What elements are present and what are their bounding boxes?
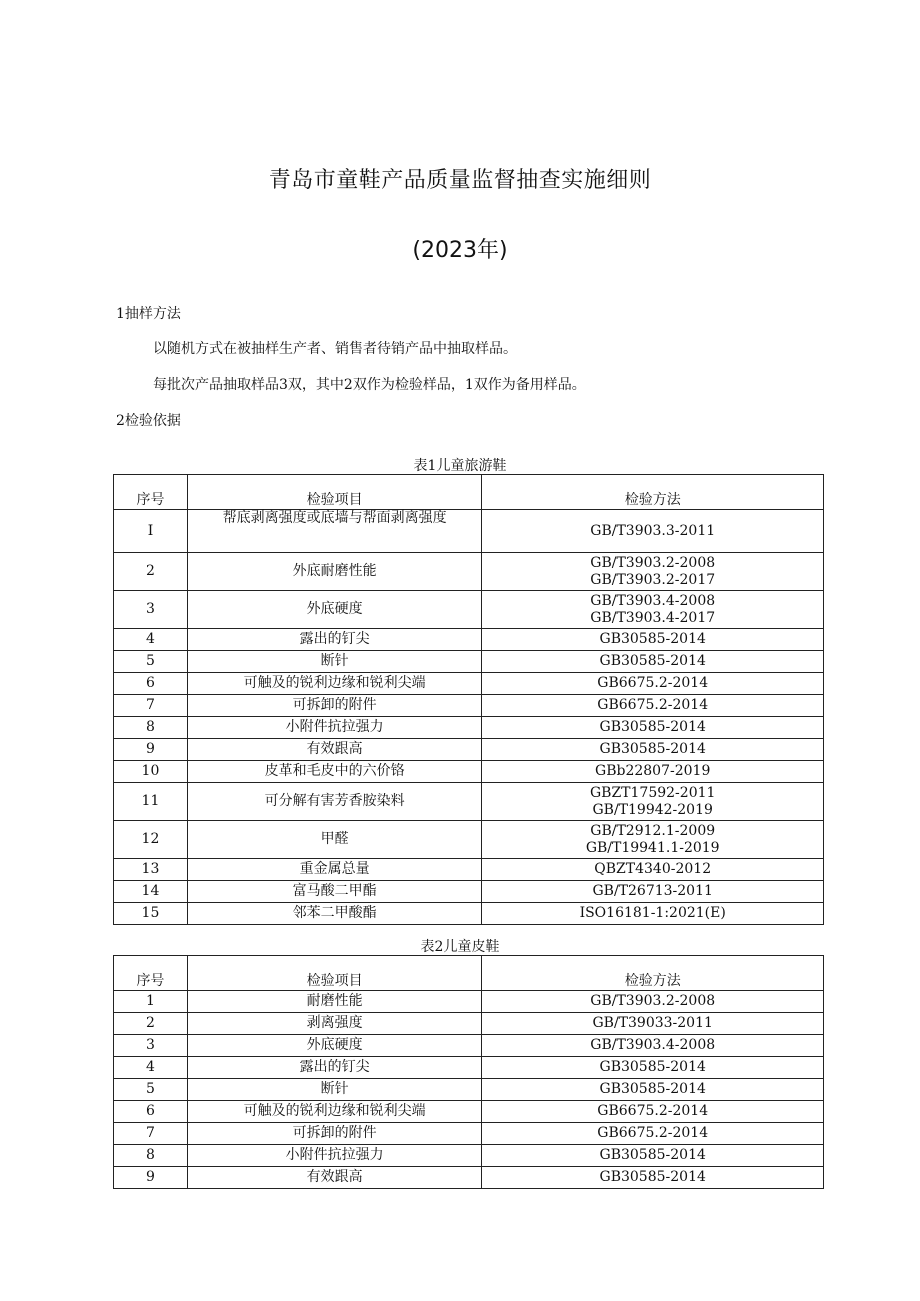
table-row xyxy=(114,761,824,783)
table-2 xyxy=(113,955,824,1189)
table-row xyxy=(114,717,824,739)
table-row xyxy=(114,1035,824,1057)
method-line: GB/T19941.1-2019 xyxy=(585,839,720,856)
row-item: 皮革和毛皮中的六价铬 xyxy=(187,761,482,783)
table-row xyxy=(114,695,824,717)
table-row xyxy=(114,673,824,695)
method-line: GB6675.2-2014 xyxy=(597,697,709,713)
table-row xyxy=(114,553,824,591)
row-number: 3 xyxy=(114,1035,188,1057)
row-item: 帮底剥离强度或底墙与帮面剥离强度 xyxy=(187,510,482,553)
table-row xyxy=(114,821,824,859)
method-line: GB/T26713-2011 xyxy=(592,883,713,899)
row-item: 断针 xyxy=(187,651,482,673)
section-2-heading: 2检验依据 xyxy=(116,413,181,429)
header-item: 检验项目 xyxy=(187,956,482,991)
method-line: GB/T3903.2-2008 xyxy=(590,993,716,1009)
method-line: GB6675.2-2014 xyxy=(597,675,709,691)
row-item: 小附件抗拉强力 xyxy=(187,717,482,739)
row-item: 甲醛 xyxy=(187,821,482,859)
row-item: 重金属总量 xyxy=(187,859,482,881)
table-row xyxy=(114,903,824,925)
row-method xyxy=(482,673,824,695)
method-line: GB/T39033-2011 xyxy=(592,1015,713,1031)
row-method xyxy=(482,881,824,903)
section-1-paragraph-2: 每批次产品抽取样品3双，其中2双作为检验样品，1双作为备用样品。 xyxy=(153,377,586,393)
method-line: GB6675.2-2014 xyxy=(597,1103,709,1119)
method-line: GBZT17592-2011 xyxy=(589,784,716,801)
table-row xyxy=(114,1013,824,1035)
row-item: 可触及的锐利边缘和锐利尖端 xyxy=(187,1101,482,1123)
table-row xyxy=(114,510,824,553)
row-number: 13 xyxy=(114,859,188,881)
header-method: 检验方法 xyxy=(482,475,824,510)
row-item: 有效跟高 xyxy=(187,1167,482,1189)
row-number: 15 xyxy=(114,903,188,925)
row-item: 可分解有害芳香胺染料 xyxy=(187,783,482,821)
row-method xyxy=(482,1123,824,1145)
row-method xyxy=(482,903,824,925)
row-method xyxy=(482,1167,824,1189)
row-item: 剥离强度 xyxy=(187,1013,482,1035)
method-line: GB/T3903.4-2017 xyxy=(590,609,716,626)
row-method xyxy=(482,991,824,1013)
row-number: 12 xyxy=(114,821,188,859)
row-number: 5 xyxy=(114,651,188,673)
table-row xyxy=(114,1167,824,1189)
row-method xyxy=(482,1101,824,1123)
method-line: GB30585-2014 xyxy=(599,653,706,669)
row-method xyxy=(482,1035,824,1057)
row-method xyxy=(482,1145,824,1167)
row-number: 8 xyxy=(114,717,188,739)
row-method xyxy=(482,761,824,783)
row-method xyxy=(482,783,824,821)
row-item: 外底硬度 xyxy=(187,591,482,629)
row-number: 10 xyxy=(114,761,188,783)
row-method xyxy=(482,651,824,673)
method-line: GB30585-2014 xyxy=(599,741,706,757)
row-method xyxy=(482,695,824,717)
table-row xyxy=(114,1123,824,1145)
table-row xyxy=(114,859,824,881)
row-method xyxy=(482,591,824,629)
section-1-paragraph-1: 以随机方式在被抽样生产者、销售者待销产品中抽取样品。 xyxy=(153,341,517,357)
table-row xyxy=(114,629,824,651)
row-method xyxy=(482,1057,824,1079)
method-line: GB/T3903.2-2017 xyxy=(590,571,716,588)
method-line: GB/T3903.2-2008 xyxy=(590,554,716,571)
section-1-heading: 1抽样方法 xyxy=(116,306,181,322)
row-number: 14 xyxy=(114,881,188,903)
row-method xyxy=(482,629,824,651)
method-line: GB/T3903.3-2011 xyxy=(590,522,716,539)
method-line: GB30585-2014 xyxy=(599,1059,706,1075)
method-line: GB/T3903.4-2008 xyxy=(590,592,716,609)
table-row xyxy=(114,991,824,1013)
document-year: (2023年) xyxy=(412,238,508,263)
row-item: 可触及的锐利边缘和锐利尖端 xyxy=(187,673,482,695)
row-method xyxy=(482,859,824,881)
table-row xyxy=(114,1101,824,1123)
table-row xyxy=(114,783,824,821)
row-number: 1 xyxy=(114,991,188,1013)
header-method: 检验方法 xyxy=(482,956,824,991)
method-line: GB30585-2014 xyxy=(599,719,706,735)
table-2-caption: 表2儿童皮鞋 xyxy=(420,939,500,955)
method-line: GB30585-2014 xyxy=(599,1147,706,1163)
table-row xyxy=(114,1145,824,1167)
row-item: 可拆卸的附件 xyxy=(187,695,482,717)
row-number: 9 xyxy=(114,1167,188,1189)
row-item: 露出的钉尖 xyxy=(187,629,482,651)
row-item: 富马酸二甲酯 xyxy=(187,881,482,903)
method-line: GB/T2912.1-2009 xyxy=(590,822,716,839)
method-line: GBb22807-2019 xyxy=(595,763,711,779)
row-number: 6 xyxy=(114,673,188,695)
table-row xyxy=(114,651,824,673)
header-no: 序号 xyxy=(114,956,188,991)
row-method xyxy=(482,717,824,739)
table-1-caption: 表1儿童旅游鞋 xyxy=(413,458,507,474)
method-line: GB30585-2014 xyxy=(599,1169,706,1185)
method-line: GB/T19942-2019 xyxy=(592,801,713,818)
table-row xyxy=(114,881,824,903)
method-line: ISO16181-1:2021(E) xyxy=(579,905,726,921)
row-item: 外底耐磨性能 xyxy=(187,553,482,591)
method-line: GB/T3903.4-2008 xyxy=(590,1037,716,1053)
header-item: 检验项目 xyxy=(187,475,482,510)
row-number: 6 xyxy=(114,1101,188,1123)
row-number: 2 xyxy=(114,1013,188,1035)
row-item: 外底硬度 xyxy=(187,1035,482,1057)
document-title: 青岛市童鞋产品质量监督抽查实施细则 xyxy=(268,168,652,193)
row-item: 有效跟高 xyxy=(187,739,482,761)
method-line: GB6675.2-2014 xyxy=(597,1125,709,1141)
method-line: GB30585-2014 xyxy=(599,631,706,647)
row-item: 断针 xyxy=(187,1079,482,1101)
row-number: 4 xyxy=(114,629,188,651)
row-item: 可拆卸的附件 xyxy=(187,1123,482,1145)
row-item: 露出的钉尖 xyxy=(187,1057,482,1079)
row-method xyxy=(482,1079,824,1101)
row-number: 5 xyxy=(114,1079,188,1101)
row-item: 小附件抗拉强力 xyxy=(187,1145,482,1167)
row-item: 耐磨性能 xyxy=(187,991,482,1013)
row-item: 邻苯二甲酸酯 xyxy=(187,903,482,925)
table-row xyxy=(114,739,824,761)
row-number: 9 xyxy=(114,739,188,761)
row-number: 7 xyxy=(114,1123,188,1145)
row-method xyxy=(482,1013,824,1035)
table-row xyxy=(114,1057,824,1079)
row-method xyxy=(482,553,824,591)
row-method xyxy=(482,821,824,859)
method-line: QBZT4340-2012 xyxy=(594,861,712,877)
table-row xyxy=(114,1079,824,1101)
header-no: 序号 xyxy=(114,475,188,510)
row-number: 11 xyxy=(114,783,188,821)
row-number: 8 xyxy=(114,1145,188,1167)
row-method xyxy=(482,739,824,761)
row-number: 2 xyxy=(114,553,188,591)
row-number: 3 xyxy=(114,591,188,629)
row-number: I xyxy=(114,510,188,553)
row-number: 4 xyxy=(114,1057,188,1079)
table-1 xyxy=(113,474,824,925)
row-method xyxy=(482,510,824,553)
method-line: GB30585-2014 xyxy=(599,1081,706,1097)
row-number: 7 xyxy=(114,695,188,717)
table-row xyxy=(114,591,824,629)
